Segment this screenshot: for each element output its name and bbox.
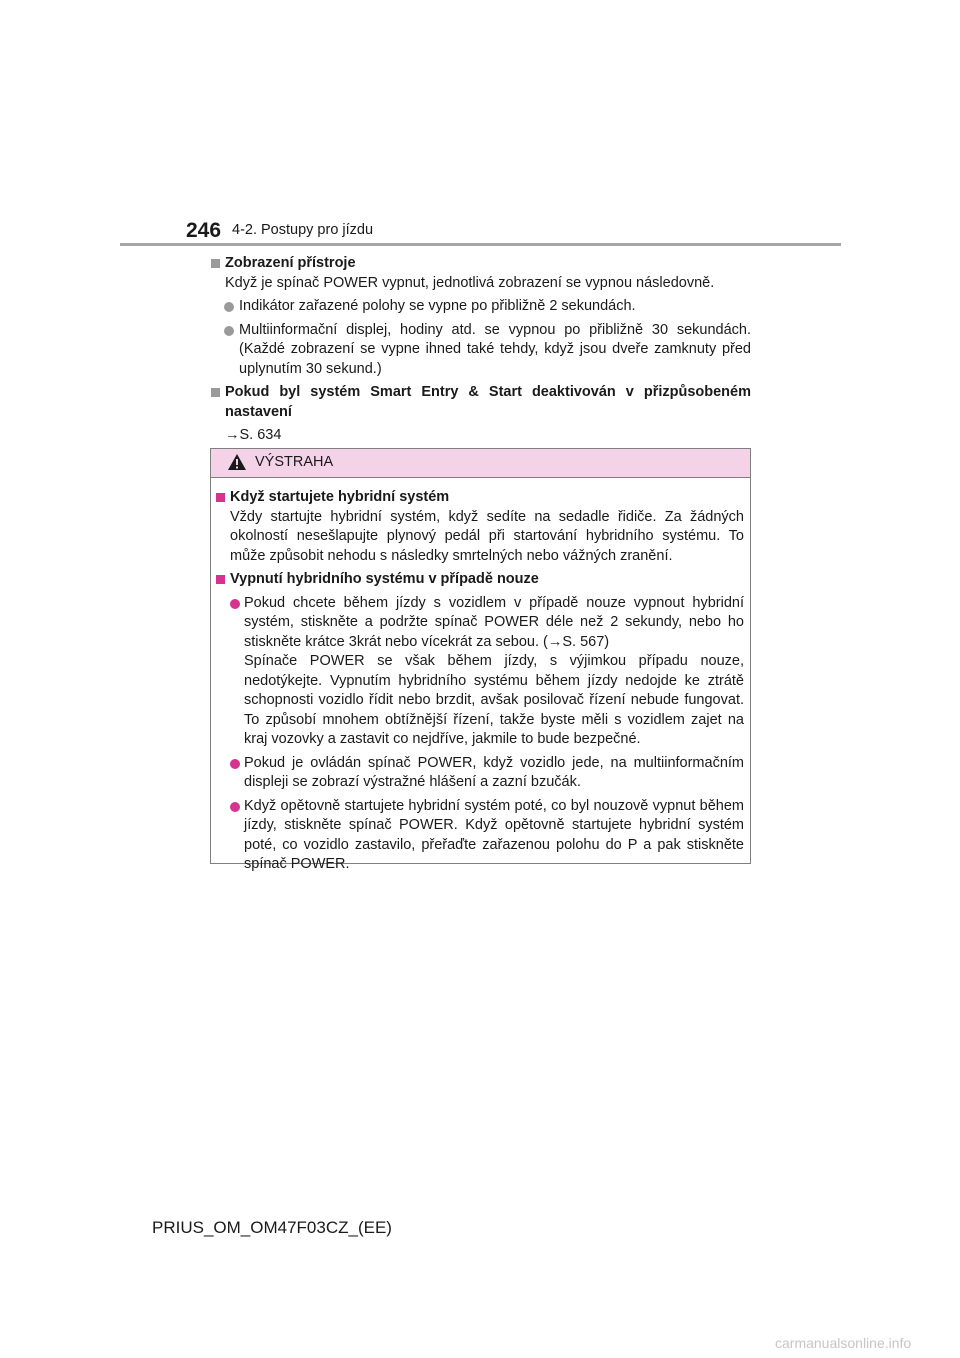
paragraph: Když je spínač POWER vypnut, jednotlivá zobrazení se vypnou následovně.: [225, 274, 715, 291]
document-code: PRIUS_OM_OM47F03CZ_(EE): [152, 1218, 392, 1237]
warning-triangle-icon: [227, 453, 247, 471]
warning-heading-emergency: [211, 570, 744, 590]
paragraph: Vždy startujte hybridní systém, když sedíte na sedadle řidiče. Za žádných okolností nesešlapujte plynový pedál při startování hybridního systému. To může způsobit nehodu s následky smrtelných nebo vážných zranění.: [230, 508, 744, 564]
circle-bullet-icon: [224, 302, 234, 312]
list-item-text: Indikátor zařazené polohy se vypne po přibližně 2 sekundách.: [239, 298, 636, 314]
list-item-text: Pokud je ovládán spínač POWER, když vozidlo jede, na multiinformačním displeji se zobrazí výstražné hlášení a zazní bzučák.: [244, 754, 744, 790]
list-item-text: Pokud chcete během jízdy s vozidlem v případě nouze vypnout hybridní systém, stiskněte a podržte spínač POWER déle než 2 sekundy, nebo ho stiskněte krátce 3krát nebo vícekrát za sebou. (→S. 567): [244, 594, 744, 650]
header-divider: [120, 243, 841, 246]
square-bullet-icon: [211, 388, 220, 397]
section-heading-smart-entry: [210, 383, 751, 422]
warning-heading-start: [211, 488, 744, 508]
warning-label: VÝSTRAHA: [255, 454, 334, 470]
list-item: [211, 754, 744, 793]
circle-bullet-icon: [224, 326, 234, 336]
list-item-text: Multiinformační displej, hodiny atd. se vypnou po přibližně 30 sekundách. (Každé zobrazení se vypne ihned také tehdy, když jsou dveře zamknuty před uplynutím 30 sekund.): [239, 321, 751, 377]
section-title: 4-2. Postupy pro jízdu: [232, 222, 374, 238]
circle-bullet-icon: [230, 599, 240, 609]
heading-text: Zobrazení přístroje: [225, 255, 356, 271]
square-bullet-icon: [216, 493, 225, 502]
heading-text: Když startujete hybridní systém: [230, 489, 450, 505]
list-item-text: Spínače POWER se však během jízdy, s výjimkou případu nouze, nedotýkejte. Vypnutím hybridního systému během jízdy nedojde ke ztrátě schopnosti vozidlo řídit nebo brzdit, avšak posilovač řízení nebude fungovat. To způsobí mnohem obtížnější řízení, takže byste měli s vozidlem zajet na kraj vozovky a zastavit co nejdříve, jakmile to bude bezpečné.: [244, 653, 744, 747]
heading-text: Pokud byl systém Smart Entry & Start deaktivován v přizpůsobeném nastavení: [225, 384, 751, 420]
warning-header: [211, 449, 750, 478]
page-reference: →S. 634: [225, 427, 282, 443]
list-item-text: Když opětovně startujete hybridní systém poté, co byl nouzově vypnut během jízdy, stiskněte spínač POWER. Když opětovně startujete hybridní systém poté, co vozidlo zastavilo, přeřaďte zařazenou polohu do P a pak stiskněte spínač POWER.: [244, 797, 744, 872]
warning-body: [211, 488, 744, 875]
list-item: [210, 297, 751, 317]
list-item: [211, 797, 744, 875]
heading-text: Vypnutí hybridního systému v případě nouze: [230, 571, 539, 587]
main-content: [210, 254, 751, 446]
square-bullet-icon: [211, 259, 220, 268]
list-item: [210, 321, 751, 380]
watermark: carmanualsonline.info: [775, 1335, 912, 1351]
square-bullet-icon: [216, 575, 225, 584]
circle-bullet-icon: [230, 759, 240, 769]
circle-bullet-icon: [230, 802, 240, 812]
section-heading-instruments: [210, 254, 751, 274]
warning-box: [210, 448, 751, 872]
page-number: 246: [186, 219, 222, 242]
list-item: [211, 594, 744, 750]
